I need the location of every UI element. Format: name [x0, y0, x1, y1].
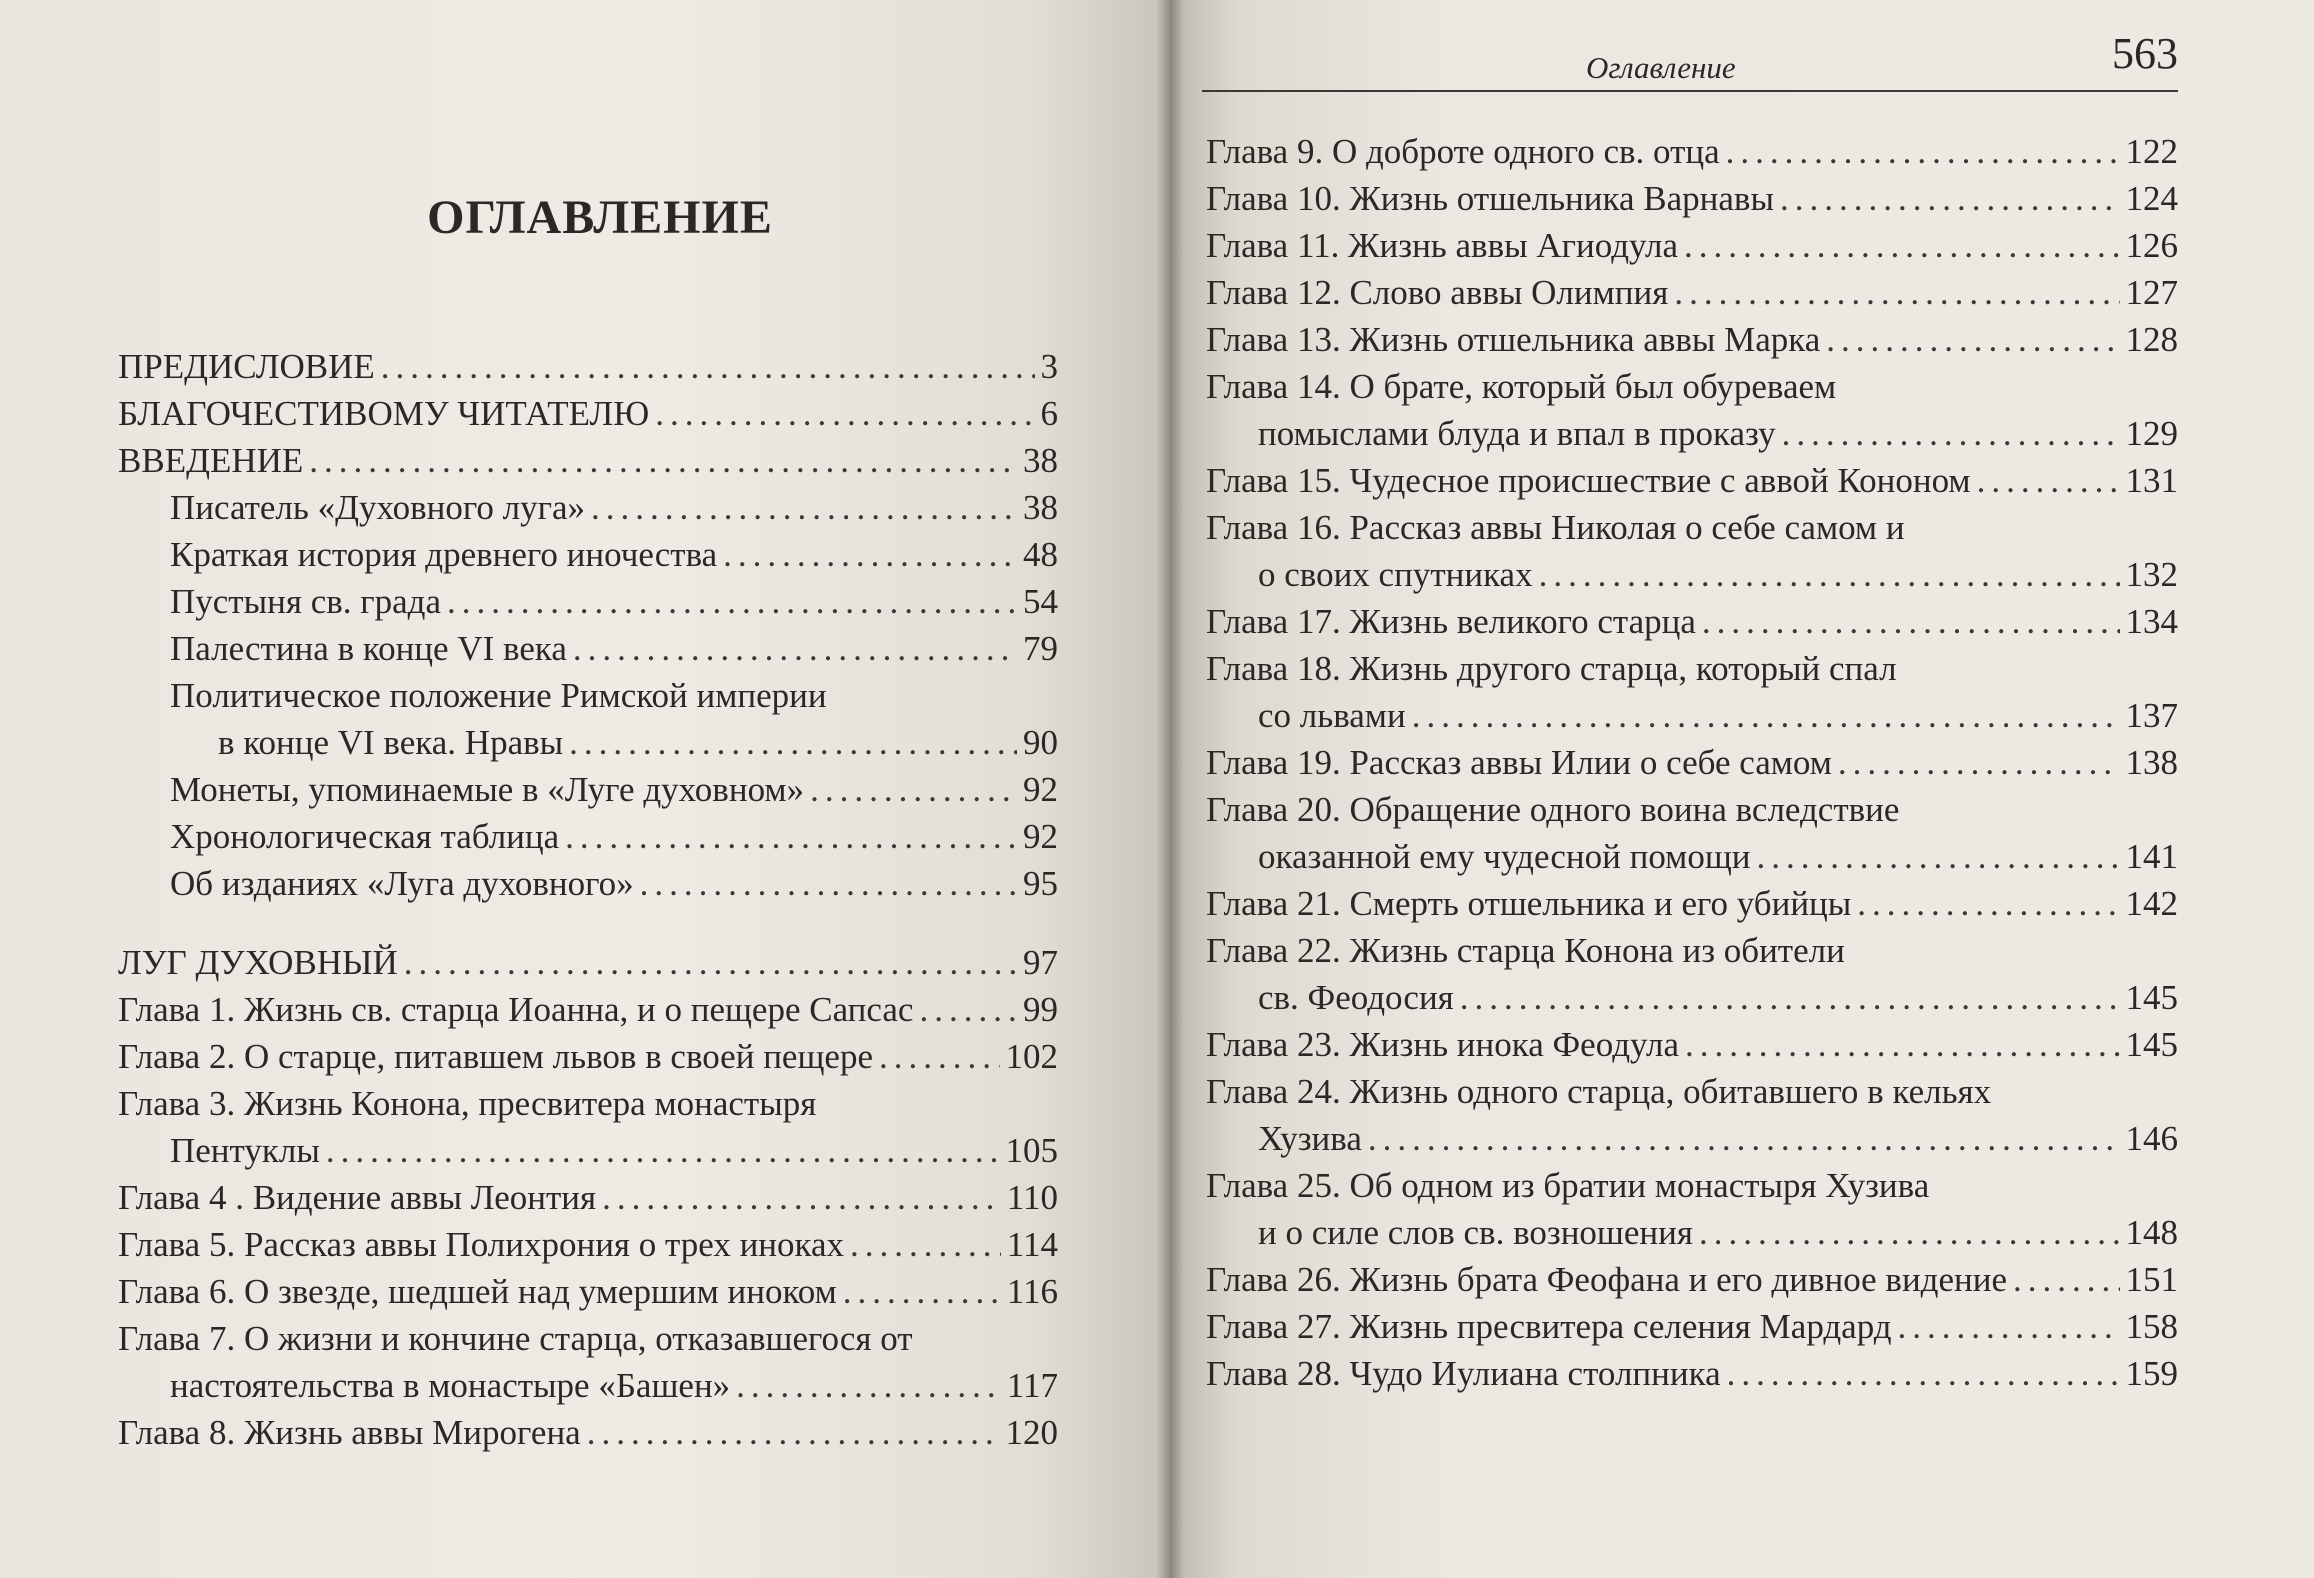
toc-entry[interactable]: Глава 16. Рассказ аввы Николая о себе самом и — [1206, 508, 1905, 547]
toc-entry[interactable]: Глава 23. Жизнь инока Феодула ..... 145 — [1206, 1021, 2178, 1068]
toc-entry-continuation[interactable]: Хузива ..... 146 — [1206, 1115, 2178, 1162]
toc-entry[interactable]: Глава 19. Рассказ аввы Илии о себе самом ..... 138 — [1206, 739, 2178, 786]
toc-entry[interactable]: Глава 22. Жизнь старца Конона из обители — [1206, 931, 1845, 970]
toc-entry[interactable]: ВВЕДЕНИЕ ..... 38 — [118, 437, 1058, 484]
toc-entry[interactable]: Писатель «Духовного луга» ..... 38 — [118, 484, 1058, 531]
toc-entry[interactable]: Глава 27. Жизнь пресвитера селения Мардард ..... 158 — [1206, 1303, 2178, 1350]
toc-entry[interactable]: Глава 28. Чудо Иулиана столпника ..... 159 — [1206, 1350, 2178, 1397]
toc-entry[interactable]: Глава 15. Чудесное происшествие с аввой Кононом ..... 131 — [1206, 457, 2178, 504]
toc-entry[interactable]: Глава 25. Об одном из братии монастыря Хузива — [1206, 1166, 1930, 1205]
toc-entry[interactable]: Палестина в конце VI века ..... 79 — [118, 625, 1058, 672]
toc-entry[interactable]: Пустыня св. града ..... 54 — [118, 578, 1058, 625]
toc-entry[interactable]: Глава 9. О доброте одного св. отца ..... 122 — [1206, 128, 2178, 175]
toc-entry[interactable]: Глава 5. Рассказ аввы Полихрония о трех иноках ..... 114 — [118, 1221, 1058, 1268]
toc-entry[interactable]: Глава 11. Жизнь аввы Агиодула ..... 126 — [1206, 222, 2178, 269]
toc-entry[interactable]: Глава 4 . Видение аввы Леонтия ..... 110 — [118, 1174, 1058, 1221]
toc-entry-continuation[interactable]: о своих спутниках ..... 132 — [1206, 551, 2178, 598]
toc-entry[interactable]: Об изданиях «Луга духовного» ..... 95 — [118, 860, 1058, 907]
running-header — [1202, 28, 2178, 92]
toc-entry-continuation[interactable]: со львами ..... 137 — [1206, 692, 2178, 739]
toc-entry[interactable]: ПРЕДИСЛОВИЕ ..... 3 — [118, 343, 1058, 390]
toc-entry[interactable]: ЛУГ ДУХОВНЫЙ ..... 97 — [118, 939, 1058, 986]
toc-entry[interactable]: Политическое положение Римской империи — [170, 676, 827, 715]
page-number: 563 — [2112, 29, 2178, 78]
toc-entry-continuation[interactable]: в конце VI века. Нравы ..... 90 — [118, 719, 1058, 766]
toc-entry[interactable]: БЛАГОЧЕСТИВОМУ ЧИТАТЕЛЮ ..... 6 — [118, 390, 1058, 437]
toc-entry[interactable]: Глава 24. Жизнь одного старца, обитавшего в кельях — [1206, 1072, 1992, 1111]
left-toc-list — [118, 343, 1058, 1456]
toc-entry[interactable]: Глава 7. О жизни и кончине старца, отказавшегося от — [118, 1319, 913, 1358]
toc-entry[interactable]: Глава 13. Жизнь отшельника аввы Марка ..... 128 — [1206, 316, 2178, 363]
toc-title: ОГЛАВЛЕНИЕ — [427, 191, 773, 244]
toc-entry-continuation[interactable]: и о силе слов св. возношения ..... 148 — [1206, 1209, 2178, 1256]
toc-entry[interactable]: Глава 8. Жизнь аввы Мирогена ..... 120 — [118, 1409, 1058, 1456]
toc-entry[interactable]: Глава 1. Жизнь св. старца Иоанна, и о пещере Сапсас ..... 99 — [118, 986, 1058, 1033]
toc-entry[interactable]: Хронологическая таблица ..... 92 — [118, 813, 1058, 860]
running-head: Оглавление — [1586, 50, 1736, 85]
toc-entry-continuation[interactable]: Пентуклы ..... 105 — [118, 1127, 1058, 1174]
toc-entry[interactable]: Глава 14. О брате, который был обуреваем — [1206, 367, 1837, 406]
toc-entry[interactable]: Монеты, упоминаемые в «Луге духовном» ..... 92 — [118, 766, 1058, 813]
toc-entry[interactable]: Глава 6. О звезде, шедшей над умершим иноком ..... 116 — [118, 1268, 1058, 1315]
toc-entry[interactable]: Глава 12. Слово аввы Олимпия ..... 127 — [1206, 269, 2178, 316]
toc-entry[interactable]: Глава 18. Жизнь другого старца, который спал — [1206, 649, 1897, 688]
toc-entry[interactable]: Краткая история древнего иночества ..... 48 — [118, 531, 1058, 578]
toc-entry-continuation[interactable]: помыслами блуда и впал в проказу ..... 129 — [1206, 410, 2178, 457]
toc-entry-continuation[interactable]: настоятельства в монастыре «Башен» ..... 117 — [118, 1362, 1058, 1409]
toc-entry[interactable]: Глава 20. Обращение одного воина вследствие — [1206, 790, 1900, 829]
toc-entry-continuation[interactable]: оказанной ему чудесной помощи ..... 141 — [1206, 833, 2178, 880]
right-toc-list — [1206, 128, 2178, 1397]
toc-entry[interactable]: Глава 26. Жизнь брата Феофана и его дивное видение ..... 151 — [1206, 1256, 2178, 1303]
toc-entry-continuation[interactable]: св. Феодосия ..... 145 — [1206, 974, 2178, 1021]
toc-entry[interactable]: Глава 2. О старце, питавшем львов в своей пещере ..... 102 — [118, 1033, 1058, 1080]
toc-entry[interactable]: Глава 3. Жизнь Конона, пресвитера монастыря — [118, 1084, 817, 1123]
toc-entry[interactable]: Глава 17. Жизнь великого старца ..... 134 — [1206, 598, 2178, 645]
toc-entry[interactable]: Глава 10. Жизнь отшельника Варнавы ..... 124 — [1206, 175, 2178, 222]
toc-entry[interactable]: Глава 21. Смерть отшельника и его убийцы ..... 142 — [1206, 880, 2178, 927]
